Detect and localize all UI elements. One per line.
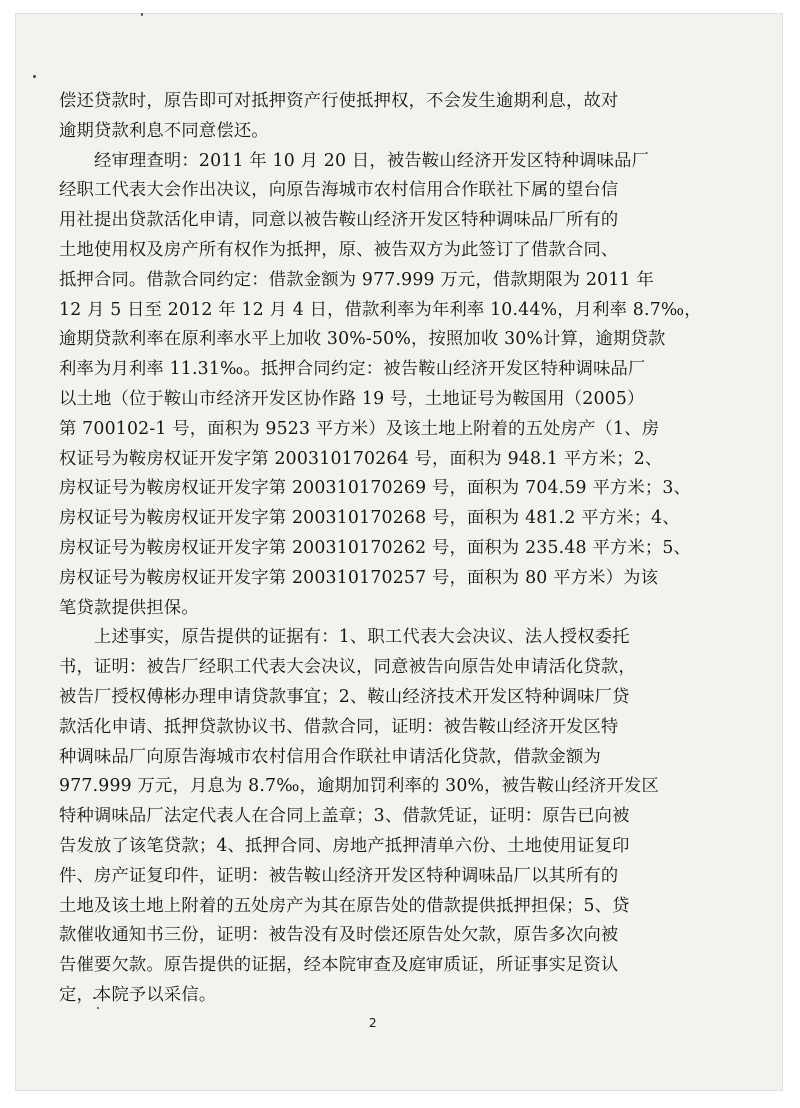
text-line: 款活化申请、抵押贷款协议书、借款合同，证明：被告鞍山经济开发区特 [59,716,619,737]
text-line: 经职工代表大会作出决议，向原告海城市农村信用合作联社下属的望台信 [59,180,619,201]
scan-speck [33,75,36,78]
text-line: 房权证号为鞍房权证开发字第 200310170269 号，面积为 704.59 平方米；3、 [59,478,692,499]
text-line: 种调味品厂向原告海城市农村信用合作联社申请活化贷款，借款金额为 [59,746,601,767]
text-line: 书，证明：被告厂经职工代表大会决议，同意被告向原告处申请活化贷款， [59,657,636,678]
text-line: 977.999 万元，月息为 8.7‰，逾期加罚利率的 30%，被告鞍山经济开发区 [59,776,659,797]
text-line: 12 月 5 日至 2012 年 12 月 4 日，借款利率为年利率 10.44%，月利率 8.7‰， [59,299,702,320]
text-line: 利率为月利率 11.31‰。抵押合同约定：被告鞍山经济开发区特种调味品厂 [59,359,646,380]
text-line: 房权证号为鞍房权证开发字第 200310170262 号，面积为 235.48 平方米；5、 [59,537,692,558]
text-line: 用社提出贷款活化申请，同意以被告鞍山经济开发区特种调味品厂所有的 [59,210,619,231]
text-line: 经审理查明：2011 年 10 月 20 日，被告鞍山经济开发区特种调味品厂 [94,150,650,171]
document-body [59,87,759,1011]
text-line: 以土地（位于鞍山市经济开发区协作路 19 号，土地证号为鞍国用（2005） [59,388,645,409]
text-line: 被告厂授权傅彬办理申请贷款事宜；2、鞍山经济技术开发区特种调味厂贷 [59,686,630,707]
text-line: 逾期贷款利息不同意偿还。 [59,120,269,141]
text-line: 第 700102-1 号，面积为 9523 平方米）及该土地上附着的五处房产（1、房 [59,418,660,439]
text-line: 抵押合同。借款合同约定：借款金额为 977.999 万元，借款期限为 2011 年 [59,269,654,290]
scan-speck [141,13,143,16]
text-line: 上述事实，原告提供的证据有：1、职工代表大会决议、法人授权委托 [94,627,630,648]
text-line: 款催收通知书三份，证明：被告没有及时偿还原告处欠款，原告多次向被 [59,925,619,946]
text-line: 笔贷款提供担保。 [59,597,199,618]
text-line: 逾期贷款利率在原利率水平上加收 30%-50%，按照加收 30%计算，逾期贷款 [59,329,666,350]
document-page [15,13,783,1091]
text-line: 土地及该土地上附着的五处房产为其在原告处的借款提供抵押担保；5、贷 [59,895,630,916]
text-line: 土地使用权及房产所有权作为抵押，原、被告双方为此签订了借款合同、 [59,239,619,260]
text-line: 特种调味品厂法定代表人在合同上盖章；3、借款凭证，证明：原告已向被 [59,806,630,827]
page-number: 2 [369,1016,377,1030]
text-line: 偿还贷款时，原告即可对抵押资产行使抵押权，不会发生逾期利息，故对 [59,91,619,111]
text-line: 告催要欠款。原告提供的证据，经本院审查及庭审质证，所证事实足资认 [59,955,619,976]
text-line: 告发放了该笔贷款；4、抵押合同、房地产抵押清单六份、土地使用证复印 [59,835,630,856]
text-line: 房权证号为鞍房权证开发字第 200310170268 号，面积为 481.2 平方米；4、 [59,508,680,529]
text-line: 权证号为鞍房权证开发字第 200310170264 号，面积为 948.1 平方米；2、 [59,448,663,469]
text-line: 定，本院予以采信。 [59,984,217,1005]
text-line: 件、房产证复印件，证明：被告鞍山经济开发区特种调味品厂以其所有的 [59,865,619,886]
text-line: 房权证号为鞍房权证开发字第 200310170257 号，面积为 80 平方米）为该 [59,567,659,588]
